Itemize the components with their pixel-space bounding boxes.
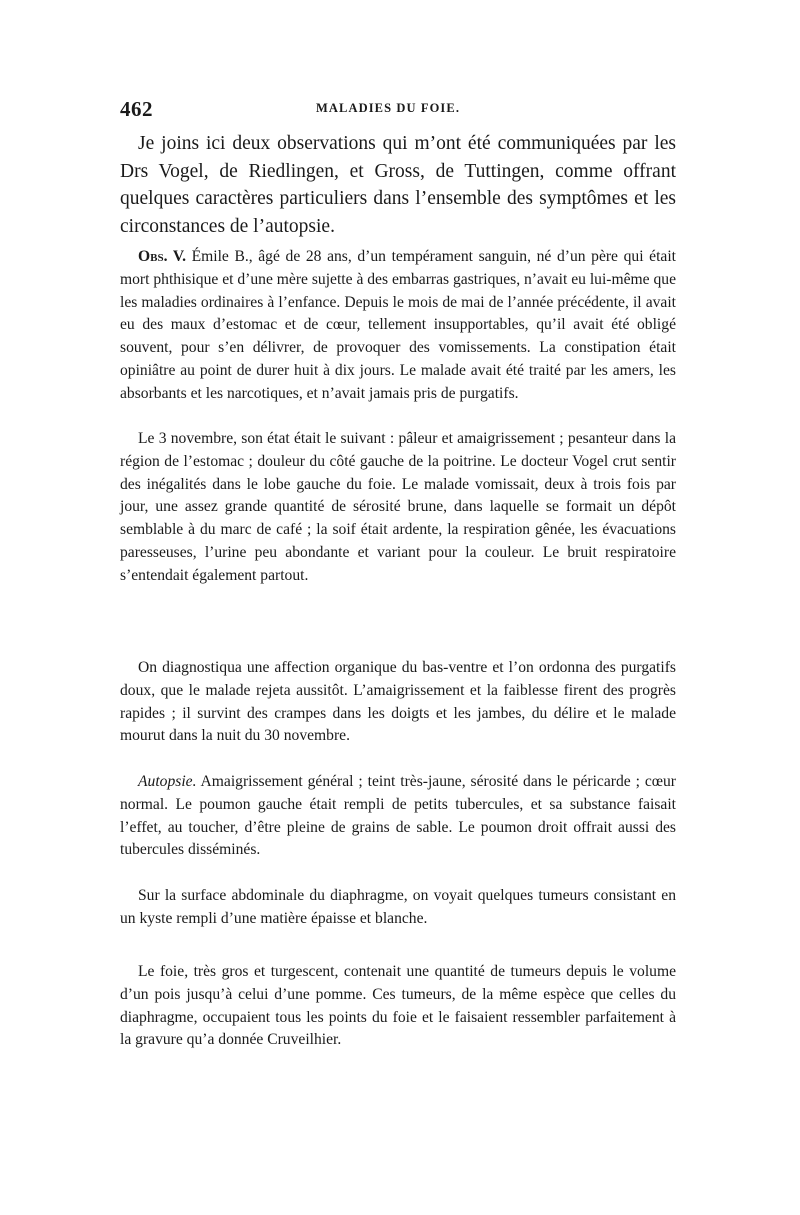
observation-v-text: Émile B., âgé de 28 ans, d’un tempérament sanguin, né d’un père qui était mort phthisique et d’une mère sujette à des embarras gastriques, n’avait eu lui-même que les maladies ordinaires à l’enfance. Depuis le mois de mai de l’année précédente, il avait eu des maux d’estomac et de cœur, tellement insupportables, qu’il avait été obligé souvent, pour s’en délivrer, de provoquer des vomissements. La constipation était opiniâtre au point de durer huit à dix jours. Le malade avait été traité par les amers, les absorbants et les narcotiques, et n’avait jamais pris de purgatifs. bbox=[120, 248, 676, 402]
observation-v-paragraph bbox=[120, 246, 676, 406]
november-3-paragraph: Le 3 novembre, son état était le suivant : pâleur et amaigrissement ; pesanteur dans la région de l’estomac ; douleur du côté gauche de la poitrine. Le docteur Vogel crut sentir des inégalités dans le lobe gauche du foie. Le malade vomissait, deux à trois fois par jour, une assez grande quantité de sérosité brune, dans laquelle se formait un dépôt semblable à du marc de café ; la soif était ardente, la respiration gênée, les évacuations paresseuses, l’urine peu abondante et variant pour la couleur. Le bruit respiratoire s’entendait également partout. bbox=[120, 430, 676, 584]
autopsy-label: Autopsie. bbox=[138, 773, 197, 790]
observation-label: Obs. V. bbox=[138, 248, 186, 265]
liver-paragraph: Le foie, très gros et turgescent, contenait une quantité de tumeurs depuis le volume d’un pois jusqu’à celui d’une pomme. Ces tumeurs, de la même espèce que celles du diaphragme, occupaient tous les points du foie et le faisaient ressembler parfaitement à la gravure qu’a donnée Cruveilhier. bbox=[120, 963, 676, 1049]
running-title: MALADIES DU FOIE. bbox=[316, 101, 461, 115]
page-number: 462 bbox=[120, 97, 153, 121]
intro-paragraph: Je joins ici deux observations qui m’ont été communiquées par les Drs Vogel, de Riedlingen, et Gross, de Tuttingen, comme offrant quelques caractères particuliers dans l’ensemble des symptômes et les circonstances de l’autopsie. bbox=[120, 133, 676, 237]
page-header bbox=[120, 97, 680, 121]
autopsy-text: Amaigrissement général ; teint très-jaune, sérosité dans le péricarde ; cœur normal. Le poumon gauche était rempli de petits tubercules, et sa substance faisait l’effet, au toucher, d’être pleine de grains de sable. Le poumon droit offrait aussi des tubercules disséminés. bbox=[120, 773, 676, 859]
diagnosis-paragraph: On diagnostiqua une affection organique du bas-ventre et l’on ordonna des purgatifs doux, que le malade rejeta aussitôt. L’amaigrissement et la faiblesse firent des progrès rapides ; il survint des crampes dans les doigts et les jambes, du délire et le malade mourut dans la nuit du 30 novembre. bbox=[120, 659, 676, 745]
diaphragm-paragraph: Sur la surface abdominale du diaphragme, on voyait quelques tumeurs consistant en un kyste rempli d’une matière épaisse et blanche. bbox=[120, 887, 676, 927]
autopsy-paragraph bbox=[120, 771, 676, 862]
